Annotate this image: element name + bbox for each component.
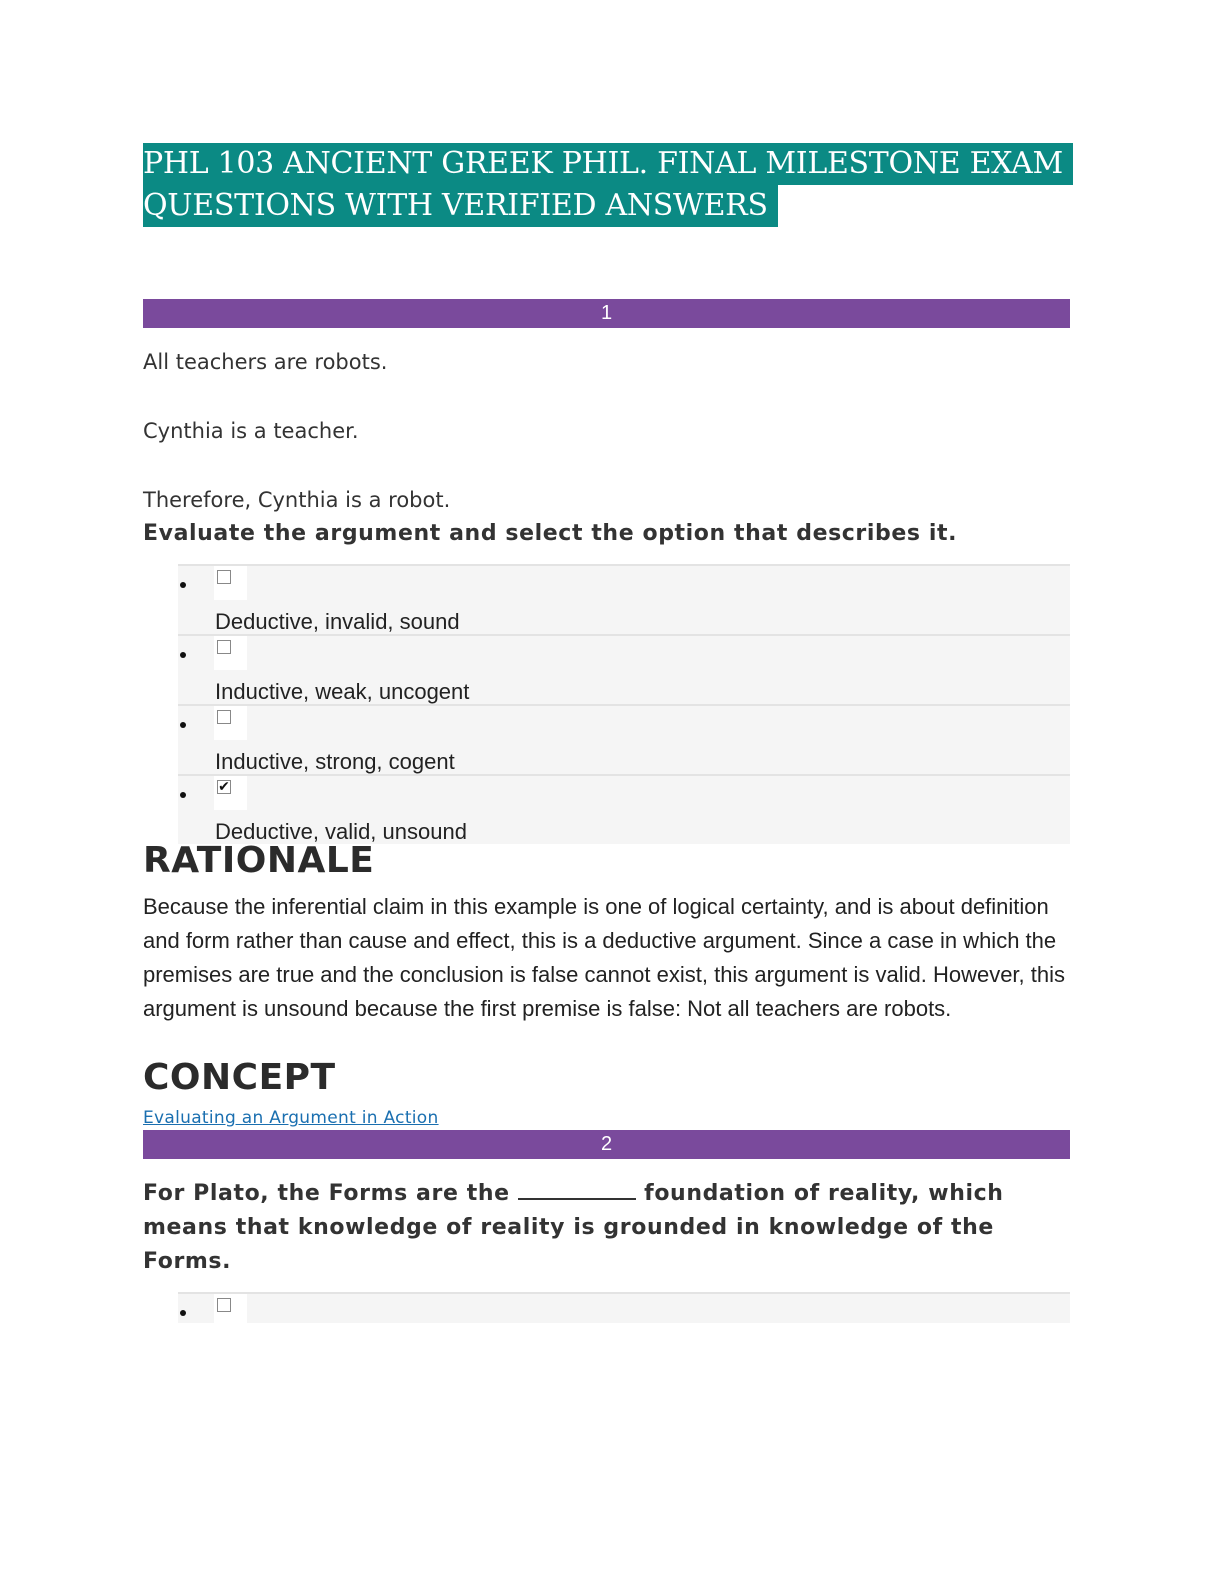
option-1-label: Deductive, invalid, sound [215,609,460,634]
option-1[interactable] [178,564,1070,634]
q2-option-1[interactable] [178,1292,1070,1323]
question-2-number-bar: 2 [143,1130,1070,1159]
title-line-1: PHL 103 ANCIENT GREEK PHIL. FINAL MILESTONE EXAM [143,143,1073,185]
option-3[interactable] [178,704,1070,774]
checkbox-wrap [214,776,247,810]
question-2-prompt [143,1176,1070,1279]
bullet-icon [180,722,186,728]
option-2[interactable] [178,634,1070,704]
checkbox-wrap [214,706,247,740]
checkbox-wrap [214,636,247,670]
option-4-checkbox-checked[interactable]: ✔ [218,779,230,795]
fill-in-blank [518,1176,636,1200]
option-3-label: Inductive, strong, cogent [215,749,455,774]
option-2-label: Inductive, weak, uncogent [215,679,470,704]
bullet-icon [180,652,186,658]
checkbox-wrap [214,1294,247,1323]
bullet-icon [180,1310,186,1316]
bullet-icon [180,792,186,798]
option-3-checkbox[interactable] [217,710,231,724]
bullet-icon [180,582,186,588]
question-1-options [178,564,1070,844]
checkbox-wrap [214,566,247,600]
conclusion: Therefore, Cynthia is a robot. [143,488,451,512]
concept-heading: CONCEPT [143,1057,336,1098]
option-2-checkbox[interactable] [217,640,231,654]
document-title [143,143,1063,227]
premise-1: All teachers are robots. [143,350,388,374]
question-1-number-bar: 1 [143,299,1070,328]
question-1-prompt: Evaluate the argument and select the option that describes it. [143,521,958,546]
rationale-heading: RATIONALE [143,840,375,881]
premise-2: Cynthia is a teacher. [143,419,359,443]
option-4[interactable] [178,774,1070,844]
question-2-options [178,1292,1070,1323]
q2-option-1-checkbox[interactable] [217,1298,231,1312]
option-4-label: Deductive, valid, unsound [215,819,467,844]
option-1-checkbox[interactable] [217,570,231,584]
title-line-2: QUESTIONS WITH VERIFIED ANSWERS [143,185,778,227]
question-2-prompt-start: For Plato, the Forms are the [143,1181,510,1206]
question-2-prompt-end: foundation of reality, which means that knowledge of reality is grounded in knowledge of the Forms. [143,1181,1004,1274]
concept-link[interactable]: Evaluating an Argument in Action [143,1108,439,1128]
rationale-text: Because the inferential claim in this example is one of logical certainty, and is about definition and form rather than cause and effect, this is a deductive argument. Since a case in which the premises are true and the conclusion is false cannot exist, this argument is valid. However, this argument is unsound because the first premise is false: Not all teachers are robots. [143,894,1066,1021]
